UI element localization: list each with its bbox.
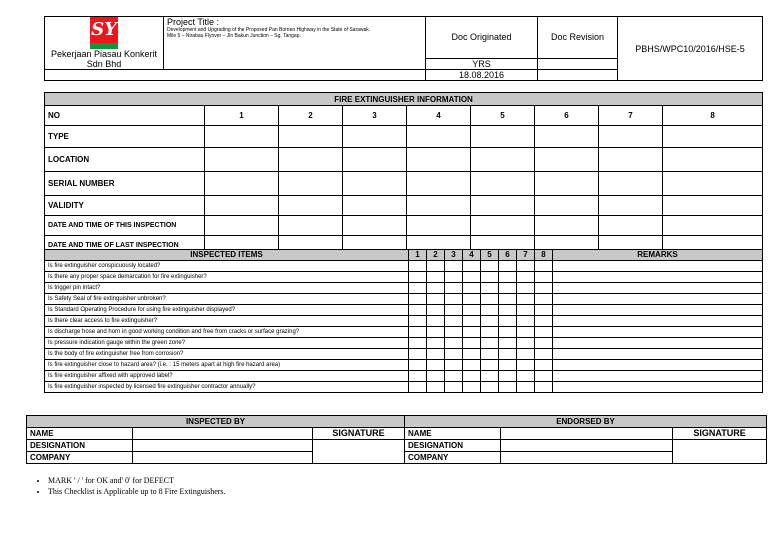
item-column-number: 8 [535,250,553,261]
inspection-question: Is Standard Operating Procedure for using fire extinguisher displayed? [45,305,409,316]
check-cell[interactable] [517,371,535,382]
inspected-items-table [44,249,763,393]
remarks-cell[interactable] [553,294,763,305]
check-cell[interactable] [535,349,553,360]
check-cell[interactable] [499,272,517,283]
type-cell[interactable] [663,126,763,148]
remarks-cell[interactable] [553,360,763,371]
check-cell[interactable] [481,382,499,393]
check-cell[interactable] [445,316,463,327]
serial-cell[interactable] [279,172,343,196]
check-cell[interactable] [481,283,499,294]
inspection-item-row [45,283,763,294]
serial-cell[interactable] [407,172,471,196]
location-cell[interactable] [279,148,343,172]
check-cell[interactable] [463,272,481,283]
inspection-item-row [45,382,763,393]
inspection-item-row [45,349,763,360]
check-cell[interactable] [499,360,517,371]
check-cell[interactable] [445,371,463,382]
company-name-line2: Sdn Bhd [86,59,122,69]
remarks-header: REMARKS [553,250,763,261]
check-cell[interactable] [517,316,535,327]
endorser-signature-field[interactable] [673,440,767,464]
extinguisher-number: 3 [343,106,407,126]
this-inspection-cell[interactable] [407,216,471,236]
company-logo: SY [90,17,118,49]
inspection-question: Is there any proper space demarcation for fire extinguisher? [45,272,409,283]
endorser-name-label: NAME [405,428,501,440]
check-cell[interactable] [463,316,481,327]
check-cell[interactable] [517,283,535,294]
check-cell[interactable] [427,371,445,382]
item-column-number: 7 [517,250,535,261]
type-cell[interactable] [471,126,535,148]
check-cell[interactable] [445,360,463,371]
inspection-question: Is there clear access to fire extinguisher? [45,316,409,327]
check-cell[interactable] [445,294,463,305]
row-label-type: TYPE [45,126,205,148]
inspection-question: Is fire extinguisher close to hazard area? (i.e. : 15 meters apart at high fire hazard area) [45,360,409,371]
check-cell[interactable] [517,349,535,360]
this-inspection-cell[interactable] [599,216,663,236]
fire-info-title: FIRE EXTINGUISHER INFORMATION [45,93,763,106]
check-cell[interactable] [409,382,427,393]
inspector-name-field[interactable] [133,428,313,440]
this-inspection-cell[interactable] [343,216,407,236]
inspection-item-row [45,360,763,371]
inspector-company-label: COMPANY [27,452,133,464]
endorsed-by-header: ENDORSED BY [405,416,767,428]
check-cell[interactable] [463,338,481,349]
validity-cell[interactable] [535,196,599,216]
extinguisher-number: 2 [279,106,343,126]
row-label-no: NO [45,106,205,126]
company-logo-cell [45,17,164,70]
doc-date: 18.08.2016 [426,70,538,81]
validity-cell[interactable] [407,196,471,216]
row-label-this-inspection: DATE AND TIME OF THIS INSPECTION [45,216,205,236]
inspector-designation-label: DESIGNATION [27,440,133,452]
row-label-last-inspection: DATE AND TIME OF LAST INSPECTION [45,236,205,256]
remarks-cell[interactable] [553,382,763,393]
endorser-signature-label: SIGNATURE [673,428,767,440]
check-cell[interactable] [499,338,517,349]
validity-cell[interactable] [343,196,407,216]
check-cell[interactable] [409,349,427,360]
check-cell[interactable] [481,261,499,272]
check-cell[interactable] [427,283,445,294]
check-cell[interactable] [445,338,463,349]
check-cell[interactable] [427,272,445,283]
doc-number: PBHS/WPC10/2016/HSE-5 [618,17,763,81]
inspector-signature-field[interactable] [313,440,405,464]
inspection-item-row [45,371,763,382]
check-cell[interactable] [499,283,517,294]
inspection-question: Is pressure indication gauge within the green zone? [45,338,409,349]
inspected-items-title: INSPECTED ITEMS [45,250,409,261]
extinguisher-number: 5 [471,106,535,126]
header-blank [45,70,426,81]
remarks-cell[interactable] [553,371,763,382]
check-cell[interactable] [463,349,481,360]
inspection-item-row [45,316,763,327]
check-cell[interactable] [517,382,535,393]
type-cell[interactable] [343,126,407,148]
check-cell[interactable] [445,349,463,360]
location-cell[interactable] [535,148,599,172]
validity-cell[interactable] [279,196,343,216]
company-name-line1: Pekerjaan Piasau Konkerit [50,49,158,59]
serial-cell[interactable] [663,172,763,196]
check-cell[interactable] [517,261,535,272]
remarks-cell[interactable] [553,272,763,283]
inspection-item-row [45,327,763,338]
validity-cell[interactable] [205,196,279,216]
check-cell[interactable] [535,382,553,393]
extinguisher-number: 6 [535,106,599,126]
this-inspection-cell[interactable] [471,216,535,236]
originator: YRS [426,58,538,69]
check-cell[interactable] [427,349,445,360]
row-label-serial-number: SERIAL NUMBER [45,172,205,196]
type-cell[interactable] [535,126,599,148]
serial-cell[interactable] [535,172,599,196]
check-cell[interactable] [535,283,553,294]
check-cell[interactable] [517,327,535,338]
remarks-cell[interactable] [553,261,763,272]
check-cell[interactable] [409,305,427,316]
inspection-question: Is fire extinguisher conspicuously located? [45,261,409,272]
inspector-name-label: NAME [27,428,133,440]
type-cell[interactable] [205,126,279,148]
check-cell[interactable] [517,305,535,316]
this-inspection-cell[interactable] [279,216,343,236]
check-cell[interactable] [463,294,481,305]
check-cell[interactable] [463,283,481,294]
extinguisher-number: 1 [205,106,279,126]
inspected-by-header: INSPECTED BY [27,416,405,428]
inspector-company-field[interactable] [133,452,313,464]
check-cell[interactable] [535,294,553,305]
inspection-question: Is fire extinguisher inspected by licensed fire extinguisher contractor annually? [45,382,409,393]
type-cell[interactable] [599,126,663,148]
item-column-number: 6 [499,250,517,261]
remarks-cell[interactable] [553,316,763,327]
check-cell[interactable] [499,327,517,338]
check-cell[interactable] [445,283,463,294]
endorser-company-label: COMPANY [405,452,501,464]
check-cell[interactable] [445,327,463,338]
extinguisher-number: 8 [663,106,763,126]
check-cell[interactable] [427,316,445,327]
document-header [44,16,763,81]
check-cell[interactable] [481,349,499,360]
check-cell[interactable] [409,294,427,305]
check-cell[interactable] [535,272,553,283]
inspection-item-row [45,305,763,316]
remarks-cell[interactable] [553,349,763,360]
check-cell[interactable] [481,305,499,316]
doc-revision-label: Doc Revision [538,17,618,59]
inspection-item-row [45,294,763,305]
inspection-item-row [45,338,763,349]
project-title-label: Project Title : [167,17,220,27]
project-title-cell [164,17,426,70]
check-cell[interactable] [463,360,481,371]
check-cell[interactable] [445,305,463,316]
location-cell[interactable] [343,148,407,172]
check-cell[interactable] [427,294,445,305]
check-cell[interactable] [463,371,481,382]
doc-revision-value [538,58,618,69]
extinguisher-number: 4 [407,106,471,126]
inspection-question: Is Safety Seal of fire extinguisher unbroken? [45,294,409,305]
location-cell[interactable] [471,148,535,172]
check-cell[interactable] [517,360,535,371]
check-cell[interactable] [427,305,445,316]
inspection-item-row [45,272,763,283]
note-item: • This Checklist is Applicable up to 8 Fire Extinguishers. [48,486,226,497]
serial-cell[interactable] [471,172,535,196]
extinguisher-number: 7 [599,106,663,126]
check-cell[interactable] [481,371,499,382]
check-cell[interactable] [427,382,445,393]
check-cell[interactable] [517,294,535,305]
check-cell[interactable] [499,382,517,393]
check-cell[interactable] [409,338,427,349]
remarks-cell[interactable] [553,305,763,316]
doc-originated-label: Doc Originated [426,17,538,59]
item-column-number: 4 [463,250,481,261]
check-cell[interactable] [535,360,553,371]
check-cell[interactable] [445,261,463,272]
check-cell[interactable] [499,261,517,272]
check-cell[interactable] [499,316,517,327]
doc-revision-date [538,70,618,81]
check-cell[interactable] [427,360,445,371]
check-cell[interactable] [535,316,553,327]
check-cell[interactable] [499,371,517,382]
validity-cell[interactable] [599,196,663,216]
inspection-question: Is discharge hose and horn in good working condition and free from cracks or surface grazing? [45,327,409,338]
check-cell[interactable] [409,327,427,338]
this-inspection-cell[interactable] [535,216,599,236]
check-cell[interactable] [499,349,517,360]
check-cell[interactable] [535,261,553,272]
note-item: • MARK ' / ' for OK and' 0' for DEFECT [48,475,226,486]
inspection-question: Is trigger pin intact? [45,283,409,294]
check-cell[interactable] [409,371,427,382]
check-cell[interactable] [499,305,517,316]
endorser-designation-field[interactable] [501,440,673,452]
check-cell[interactable] [499,294,517,305]
check-cell[interactable] [463,261,481,272]
endorser-company-field[interactable] [501,452,673,464]
item-column-number: 3 [445,250,463,261]
check-cell[interactable] [481,327,499,338]
project-description-1: Development and Upgrading of the Proposed Pan Borneo Highway in the State of Sarawak. [167,27,371,33]
check-cell[interactable] [481,360,499,371]
signoff-table [26,415,767,464]
check-cell[interactable] [481,272,499,283]
check-cell[interactable] [517,272,535,283]
check-cell[interactable] [535,305,553,316]
item-column-number: 1 [409,250,427,261]
remarks-cell[interactable] [553,338,763,349]
project-description-2: Mile 5 – Nirabau Flyover – Jln Bakun Junction – Sg. Tangap. [167,33,301,39]
notes-list [34,475,226,497]
inspected-items-body [45,261,763,393]
check-cell[interactable] [445,382,463,393]
check-cell[interactable] [481,294,499,305]
location-cell[interactable] [663,148,763,172]
remarks-cell[interactable] [553,327,763,338]
this-inspection-cell[interactable] [663,216,763,236]
type-cell[interactable] [407,126,471,148]
location-cell[interactable] [407,148,471,172]
location-cell[interactable] [205,148,279,172]
check-cell[interactable] [409,283,427,294]
inspection-item-row [45,261,763,272]
fire-extinguisher-info-table [44,92,763,256]
item-column-number: 5 [481,250,499,261]
serial-cell[interactable] [599,172,663,196]
location-cell[interactable] [599,148,663,172]
validity-cell[interactable] [663,196,763,216]
check-cell[interactable] [427,327,445,338]
check-cell[interactable] [535,338,553,349]
check-cell[interactable] [445,272,463,283]
check-cell[interactable] [535,371,553,382]
inspection-question: Is the body of fire extinguisher free from corrosion? [45,349,409,360]
check-cell[interactable] [517,338,535,349]
check-cell[interactable] [481,338,499,349]
check-cell[interactable] [409,360,427,371]
remarks-cell[interactable] [553,283,763,294]
inspection-question: Is fire extinguisher affixed with approved label? [45,371,409,382]
check-cell[interactable] [427,261,445,272]
row-label-validity: VALIDITY [45,196,205,216]
check-cell[interactable] [463,382,481,393]
check-cell[interactable] [409,316,427,327]
endorser-name-field[interactable] [501,428,673,440]
validity-cell[interactable] [471,196,535,216]
check-cell[interactable] [409,261,427,272]
endorser-designation-label: DESIGNATION [405,440,501,452]
item-column-number: 2 [427,250,445,261]
inspector-designation-field[interactable] [133,440,313,452]
check-cell[interactable] [463,327,481,338]
check-cell[interactable] [481,316,499,327]
serial-cell[interactable] [205,172,279,196]
serial-cell[interactable] [343,172,407,196]
check-cell[interactable] [409,272,427,283]
this-inspection-cell[interactable] [205,216,279,236]
inspector-signature-label: SIGNATURE [313,428,405,440]
type-cell[interactable] [279,126,343,148]
check-cell[interactable] [463,305,481,316]
check-cell[interactable] [427,338,445,349]
row-label-location: LOCATION [45,148,205,172]
check-cell[interactable] [535,327,553,338]
